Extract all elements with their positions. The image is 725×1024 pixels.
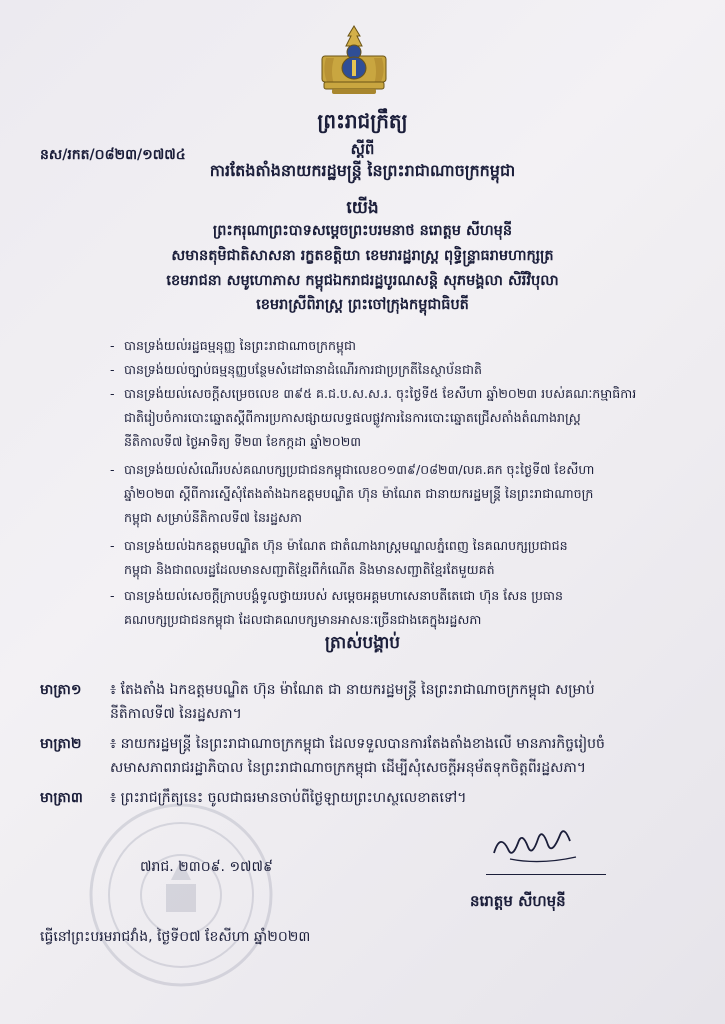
- king-title-line: ព្រះករុណាព្រះបាទសម្ដេចព្រះបរមនាថ នរោត្តម សីហមុនី: [212, 223, 513, 239]
- article-3-label: មាត្រា៣: [40, 790, 83, 806]
- signatory-name: នរោត្តម សីហមុនី: [470, 892, 566, 910]
- consideration-continuation: ឆ្នាំ២០២៣ ស្ដីពីការស្នើសុំតែងតាំងឯកឧត្ដមបណ្ឌិត ហ៊ុន ម៉ាណែត ជានាយករដ្ឋមន្ត្រី នៃព្រះរាជាណាចក្រ: [124, 486, 594, 501]
- consideration-item: - បានទ្រង់យល់ច្បាប់ធម្មនុញ្ញបន្ថែមសំដៅធានាដំណើរការជាប្រក្រតីនៃស្ថាប័នជាតិ: [110, 362, 482, 377]
- consideration-continuation: ជាតិរៀបចំការបោះឆ្នោតស្ដីពីការប្រកាសផ្សាយលទ្ធផលផ្លូវការនៃការបោះឆ្នោតជ្រើសតាំងតំណាងរាស្ត្រ: [124, 410, 581, 425]
- consideration-text: បានទ្រង់យល់ឯកឧត្ដមបណ្ឌិត ហ៊ុន ម៉ាណែត ជាតំណាងរាស្ត្រមណ្ឌលភ្នំពេញ នៃគណបក្សប្រជាជន: [124, 538, 568, 553]
- article-1-text-continued: នីតិកាលទី៧ នៃរដ្ឋសភា។: [110, 706, 242, 722]
- royal-seal-stamp-icon: [86, 800, 276, 990]
- consideration-continuation: កម្ពុជា និងជាពលរដ្ឋដែលមានសញ្ជាតិខ្មែរពីកំណើត និងមានសញ្ជាតិខ្មែរតែមួយគត់: [124, 562, 495, 577]
- consideration-item: - បានទ្រង់យល់រដ្ឋធម្មនុញ្ញ នៃព្រះរាជាណាចក្រកម្ពុជា: [110, 338, 357, 353]
- article-1-text: ៖ តែងតាំង ឯកឧត្ដមបណ្ឌិត ហ៊ុន ម៉ាណែត ជា នាយករដ្ឋមន្ត្រី នៃព្រះរាជាណាចក្រកម្ពុជា សម្រាប់: [110, 682, 595, 698]
- king-title-line: ខេមរាស្រីពិរាស្ត្រ ព្រះចៅក្រុងកម្ពុជាធិបតី: [256, 297, 469, 313]
- article-3-text: ៖ ព្រះរាជក្រឹត្យនេះ ចូលជាធរមានចាប់ពីថ្ងៃឡាយព្រះហស្ថលេខាតទៅ។: [110, 790, 467, 806]
- consideration-text: បានទ្រង់យល់ច្បាប់ធម្មនុញ្ញបន្ថែមសំដៅធានាដំណើរការជាប្រក្រតីនៃស្ថាប័នជាតិ: [124, 362, 482, 377]
- consideration-continuation: កម្ពុជា សម្រាប់នីតិកាលទី៧ នៃរដ្ឋសភា: [124, 510, 302, 525]
- king-title-line: ខេមរាជនា សមូហោភាស កម្ពុជឯករាជរដ្ឋបូរណសន្តិ សុភមង្គលា សិរីវិបុលា: [166, 273, 559, 289]
- regarding-label: ស្ដីពី: [350, 140, 375, 158]
- consideration-item: - បានទ្រង់យល់សេចក្ដីសម្រេចលេខ ៣៩៥ គ.ជ.ប.ស.ស.រ. ចុះថ្ងៃទី៥ ខែសីហា ឆ្នាំ២០២៣ របស់គណៈកម្មាធិការ: [110, 386, 637, 401]
- we-heading: យើង: [346, 198, 379, 218]
- decree-subject: ការតែងតាំងនាយករដ្ឋមន្ត្រី នៃព្រះរាជាណាចក្រកម្ពុជា: [209, 161, 516, 180]
- consideration-item: - បានទ្រង់យល់សំណើរបស់គណបក្សប្រជាជនកម្ពុជាលេខ០១៣៩/០៨២៣/លគ.គក ចុះថ្ងៃទី៧ ខែសីហា: [110, 462, 595, 477]
- article-2-label: មាត្រា២: [40, 736, 82, 752]
- consideration-continuation: នីតិកាលទី៧ ថ្ងៃអាទិត្យ ទី២៣ ខែកក្កដា ឆ្នាំ២០២៣: [124, 434, 362, 449]
- signature-line: [486, 874, 606, 875]
- article-1-label: មាត្រា១: [40, 682, 82, 698]
- order-heading: ត្រាស់បង្គាប់: [324, 633, 401, 653]
- article-2-text-continued: សមាសភាពរាជរដ្ឋាភិបាល នៃព្រះរាជាណាចក្រកម្ពុជា ដើម្បីសុំសេចក្ដីអនុម័តទុកចិត្តពីរដ្ឋសភា។: [110, 760, 586, 776]
- decree-title: ព្រះរាជក្រឹត្យ: [317, 109, 408, 133]
- consideration-text: បានទ្រង់យល់សំណើរបស់គណបក្សប្រជាជនកម្ពុជាលេខ០១៣៩/០៨២៣/លគ.គក ចុះថ្ងៃទី៧ ខែសីហា: [124, 462, 595, 477]
- registration-date: ៧រាជ. ២៣០៩. ១៧៧៩: [140, 859, 273, 875]
- consideration-continuation: គណបក្សប្រជាជនកម្ពុជា ដែលជាគណបក្សមានអាសនៈច្រើនជាងគេក្នុងរដ្ឋសភា: [124, 612, 482, 627]
- handwritten-signature-icon: [490, 813, 586, 871]
- consideration-text: បានទ្រង់យល់រដ្ឋធម្មនុញ្ញ នៃព្រះរាជាណាចក្រកម្ពុជា: [124, 338, 357, 353]
- place-and-date: ធ្វើនៅព្រះបរមរាជវាំង, ថ្ងៃទី០៧ ខែសីហា ឆ្នាំ២០២៣: [40, 929, 311, 945]
- article-2-text: ៖ នាយករដ្ឋមន្ត្រី នៃព្រះរាជាណាចក្រកម្ពុជា ដែលទទួលបានការតែងតាំងខាងលើ មានភារកិច្ចរៀបចំ: [110, 736, 605, 752]
- consideration-text: បានទ្រង់យល់សេចក្ដីសម្រេចលេខ ៣៩៥ គ.ជ.ប.ស.ស.រ. ចុះថ្ងៃទី៥ ខែសីហា ឆ្នាំ២០២៣ របស់គណៈកម្មាធិការ: [124, 386, 637, 401]
- king-title-line: សមានតុមិជាតិសាសនា រក្ខតខត្តិយា ខេមរារដ្ឋរាស្ត្រ ពុទ្ធិន្ទ្រាធរាមហាក្សត្រ: [171, 248, 554, 264]
- consideration-item: - បានទ្រង់យល់ឯកឧត្ដមបណ្ឌិត ហ៊ុន ម៉ាណែត ជាតំណាងរាស្ត្រមណ្ឌលភ្នំពេញ នៃគណបក្សប្រជាជន: [110, 538, 568, 553]
- consideration-text: បានទ្រង់យល់សេចក្ដីក្រាបបង្គំទូលថ្វាយរបស់ សម្ដេចអគ្គមហាសេនាបតីតេជោ ហ៊ុន សែន ប្រធាន: [124, 588, 563, 603]
- reference-number: នស/រកត/០៨២៣/១៧៧៤: [40, 147, 186, 163]
- royal-coat-of-arms-icon: [318, 22, 390, 98]
- consideration-item: - បានទ្រង់យល់សេចក្ដីក្រាបបង្គំទូលថ្វាយរបស់ សម្ដេចអគ្គមហាសេនាបតីតេជោ ហ៊ុន សែន ប្រធាន: [110, 588, 563, 603]
